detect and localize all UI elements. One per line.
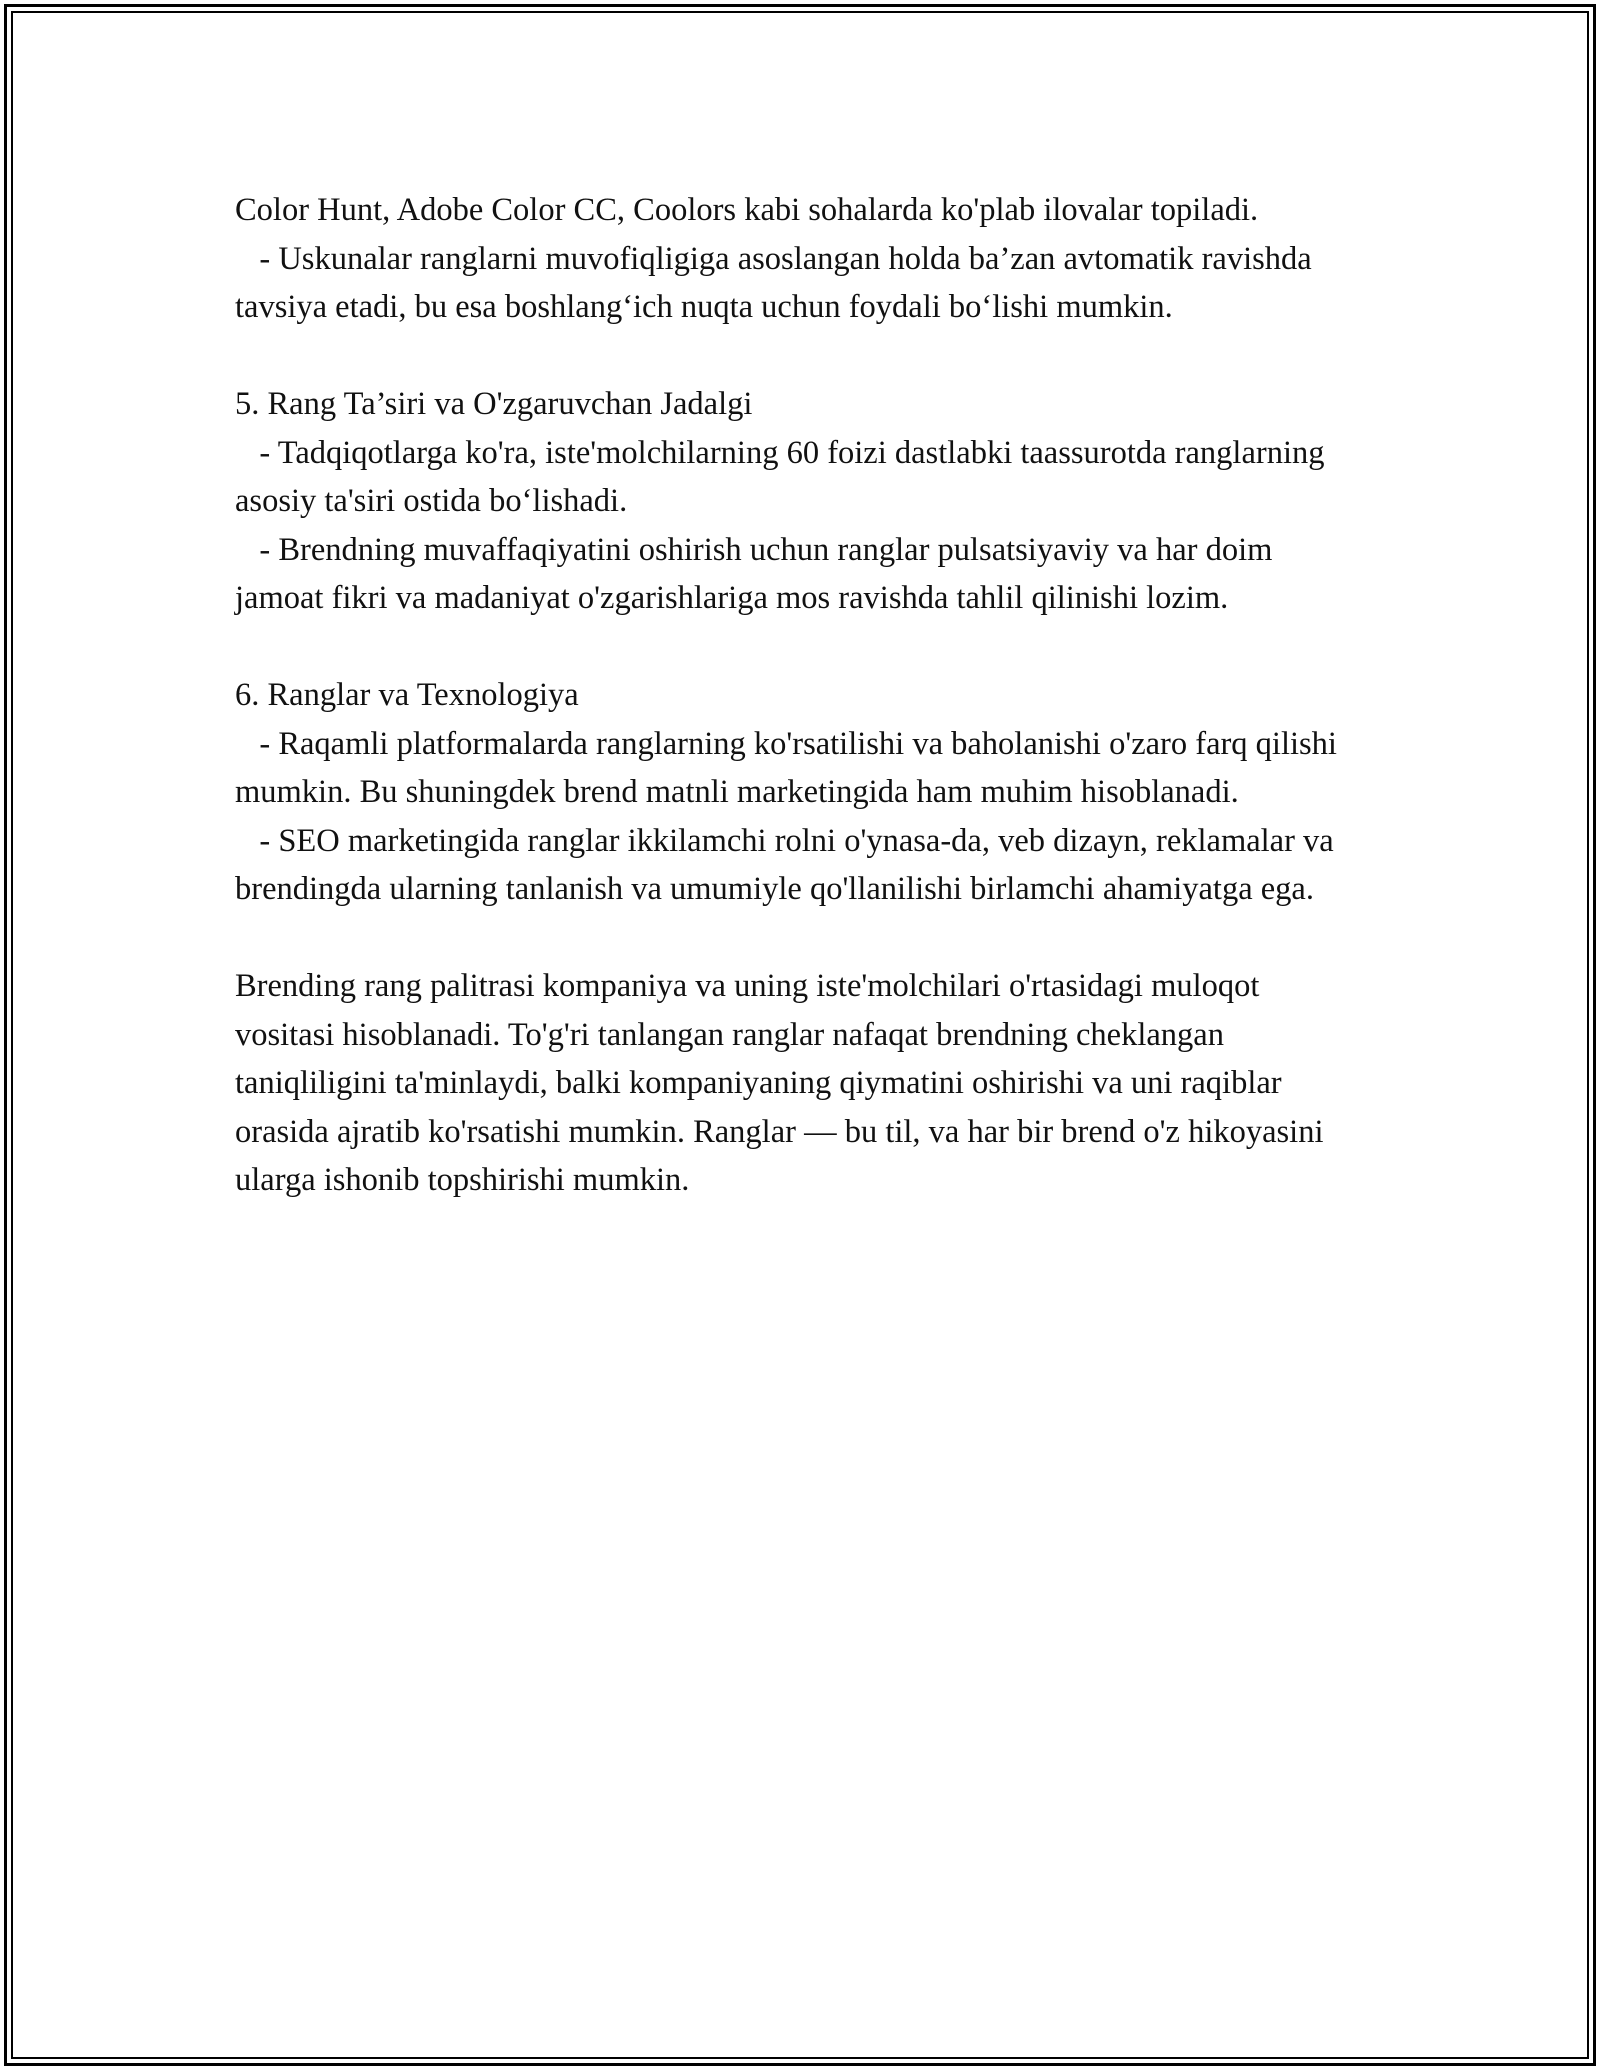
paragraph-tools-intro: Color Hunt, Adobe Color CC, Coolors kabi sohalarda ko'plab ilovalar topiladi.	[235, 192, 1259, 228]
paragraph-tools-bullet: - Uskunalar ranglarni muvofiqligiga asoslangan holda ba’zan avtomatik ravishda tavsiya etadi, bu esa boshlang‘ich nuqta uchun foydali bo‘lishi mumkin.	[235, 240, 1320, 325]
conclusion-paragraph: Brending rang palitrasi kompaniya va uning iste'molchilari o'rtasidagi muloqot vositasi hisoblanadi. To'g'ri tanlangan ranglar nafaqat brendning cheklangan taniqliligini ta'minlaydi, balki kompaniyaning qiymatini oshirishi va uni raqiblar orasida ajratib ko'rsatishi mumkin. Ranglar — bu til, va har bir brend o'z hikoyasini ularga ishonib topshirishi mumkin.	[235, 968, 1332, 1198]
paragraph-gap	[235, 623, 1365, 672]
section-6-bullet-1: - Raqamli platformalarda ranglarning ko'rsatilishi va baholanishi o'zaro farq qilishi mumkin. Bu shuningdek brend matnli marketingida ham muhim hisoblanadi.	[235, 725, 1346, 810]
section-5-bullet-1: - Tadqiqotlarga ko'ra, iste'molchilarning 60 foizi dastlabki taassurotda ranglarning asosiy ta'siri ostida bo‘lishadi.	[235, 434, 1333, 519]
section-heading-6: 6. Ranglar va Texnologiya	[235, 677, 579, 713]
paragraph-gap	[235, 332, 1365, 381]
section-5-bullet-2: - Brendning muvaffaqiyatini oshirish uchun ranglar pulsatsiyaviy va har doim jamoat fikri va madaniyat o'zgarishlariga mos ravishda tahlil qilinishi lozim.	[235, 531, 1281, 616]
paragraph-gap	[235, 914, 1365, 963]
section-6-bullet-2: - SEO marketingida ranglar ikkilamchi rolni o'ynasa-da, veb dizayn, reklamalar va brendingda ularning tanlanish va umumiyle qo'llanilishi birlamchi ahamiyatga ega.	[235, 822, 1342, 907]
document-body	[235, 186, 1365, 1205]
section-heading-5: 5. Rang Ta’siri va O'zgaruvchan Jadalgi	[235, 386, 753, 422]
